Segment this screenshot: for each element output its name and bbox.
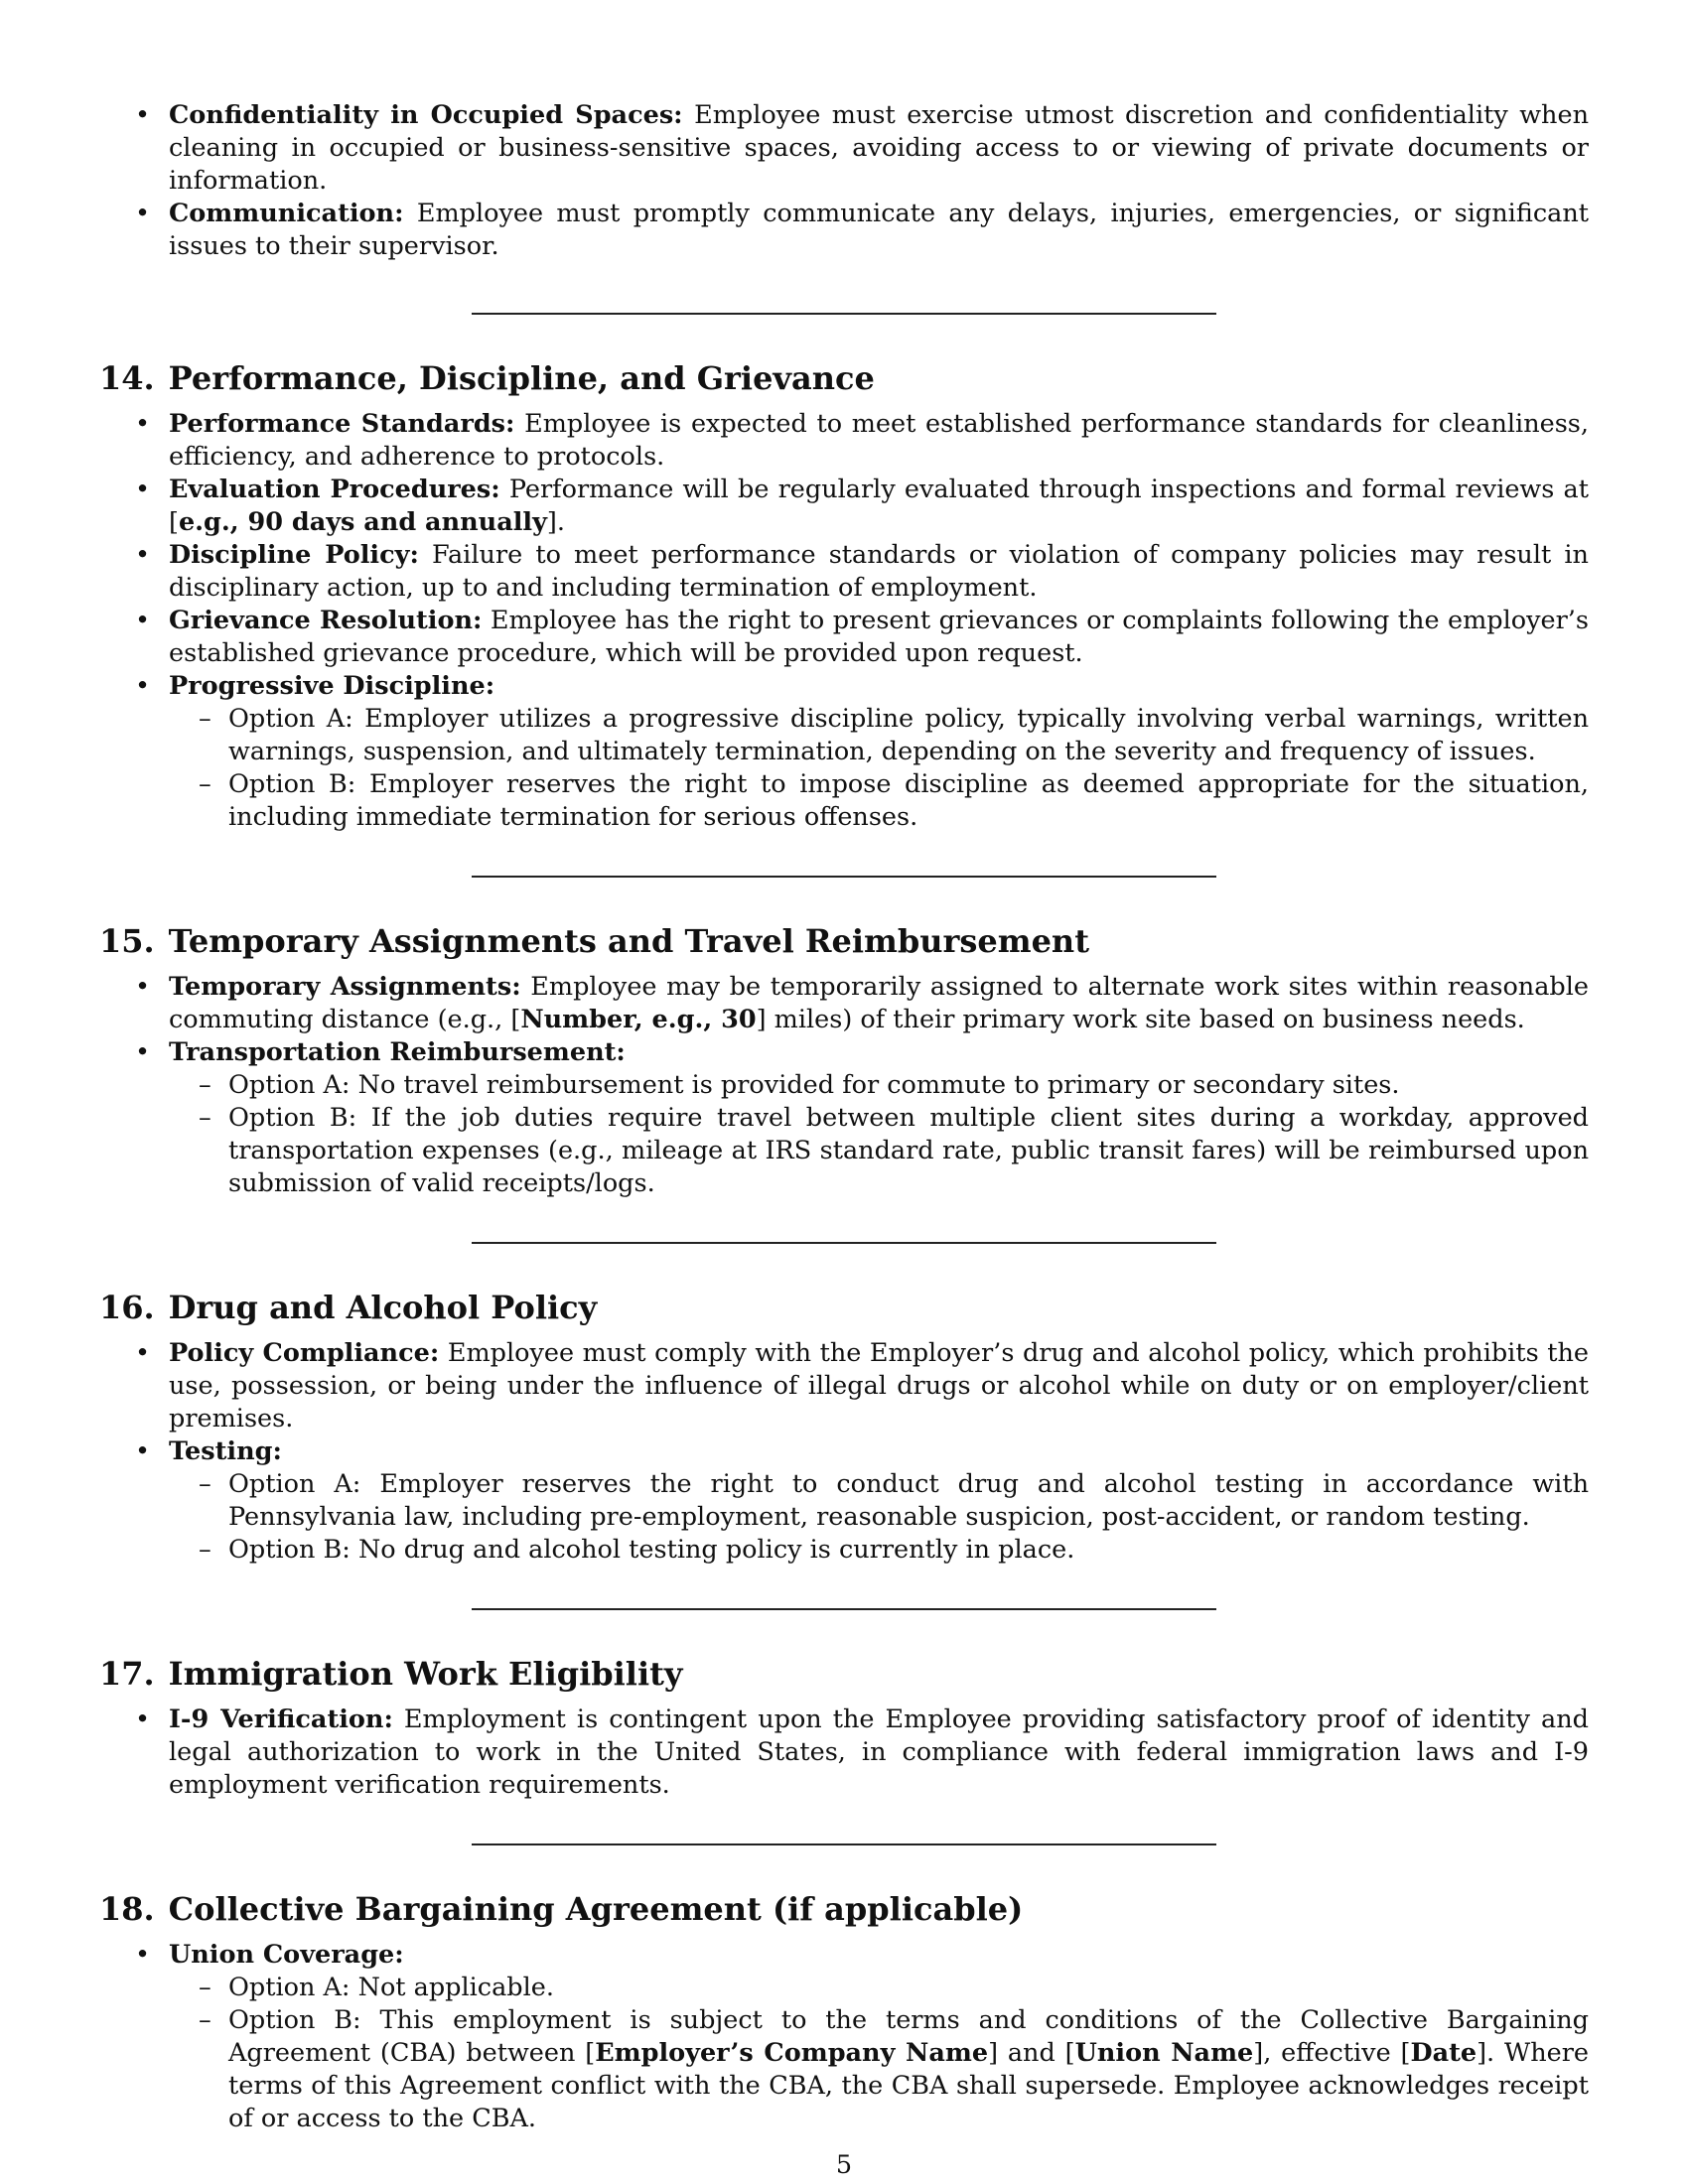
option-item: – Option B: No drug and alcohol testing policy is currently in place. [169, 1534, 1589, 1567]
option-item: – Option A: Employer reserves the right to conduct drug and alcohol testing in accordance with Pennsylvania law, including pre-employment, reasonable suspicion, post-accident, or random testing. [169, 1468, 1589, 1534]
section-heading-16: 16. Drug and Alcohol Policy [99, 1289, 598, 1326]
section-17-list [99, 1704, 1589, 1802]
page-number: 5 [835, 2150, 853, 2180]
list-item: • Progressive Discipline: – Option A: Employer utilizes a progressive discipline policy, typically involving verbal warnings, written warnings, suspension, and ultimately termination, depending on the severity and frequency of issues. – Option B: Employer reserves the right to impose discipline as deemed appropriate for the situation, including immediate termination for serious offenses. [99, 670, 1589, 834]
option-item: – Option A: Not applicable. [169, 1972, 1589, 2004]
option-item: – Option A: Employer utilizes a progressive discipline policy, typically involving verbal warnings, written warnings, suspension, and ultimately termination, depending on the severity and frequency of issues. [169, 703, 1589, 768]
item-label: Communication: [169, 199, 404, 228]
list-item: • Union Coverage: – Option A: Not applicable. – Option B: This employment is subject to the terms and conditions of the Collective Bargaining Agreement (CBA) between [Employer’s Company Name] and [Union Name], effective [Date]. Where terms of this Agreement conflict with the CBA, the CBA shall supersede. Employee acknowledges receipt of or access to the CBA. [99, 1939, 1589, 2135]
section-divider [472, 876, 1216, 878]
section-heading-14: 14. Performance, Discipline, and Grievance [99, 359, 875, 397]
document-page [99, 99, 1589, 2135]
option-item: – Option B: Employer reserves the right to impose discipline as deemed appropriate for the situation, including immediate termination for serious offenses. [169, 768, 1589, 834]
intro-list [99, 99, 1589, 263]
section-18-list [99, 1939, 1589, 2135]
item-text: Employee must exercise utmost discretion and confidentiality when cleaning in occupied or business-sensitive spaces, avoiding access to or viewing of private documents or information. [169, 100, 1589, 196]
section-14-list [99, 408, 1589, 834]
list-item: • Transportation Reimbursement: – Option A: No travel reimbursement is provided for commute to primary or secondary sites. – Option B: If the job duties require travel between multiple client sites during a workday, approved transportation expenses (e.g., mileage at IRS standard rate, public transit fares) will be reimbursed upon submission of valid receipts/logs. [99, 1036, 1589, 1200]
option-list [169, 1972, 1589, 2135]
option-item: – Option B: This employment is subject to the terms and conditions of the Collective Bargaining Agreement (CBA) between [Employer’s Company Name] and [Union Name], effective [Date]. Where terms of this Agreement conflict with the CBA, the CBA shall supersede. Employee acknowledges receipt of or access to the CBA. [169, 2004, 1589, 2135]
list-item: • Temporary Assignments: Employee may be temporarily assigned to alternate work sites within reasonable commuting distance (e.g., [Number, e.g., 30] miles) of their primary work site based on business needs. [99, 971, 1589, 1036]
list-item: • Testing: – Option A: Employer reserves the right to conduct drug and alcohol testing in accordance with Pennsylvania law, including pre-employment, reasonable suspicion, post-accident, or random testing. – Option B: No drug and alcohol testing policy is currently in place. [99, 1435, 1589, 1567]
section-divider [472, 1242, 1216, 1244]
list-item: • Performance Standards: Employee is expected to meet established performance standards for cleanliness, efficiency, and adherence to protocols. [99, 408, 1589, 474]
section-15-list [99, 971, 1589, 1200]
list-item: • Policy Compliance: Employee must comply with the Employer’s drug and alcohol policy, which prohibits the use, possession, or being under the influence of illegal drugs or alcohol while on duty or on employer/client premises. [99, 1337, 1589, 1435]
section-divider [472, 313, 1216, 315]
list-item: • I-9 Verification: Employment is contingent upon the Employee providing satisfactory proof of identity and legal authorization to work in the United States, in compliance with federal immigration laws and I-9 employment verification requirements. [99, 1704, 1589, 1802]
list-item: • Evaluation Procedures: Performance will be regularly evaluated through inspections and formal reviews at [e.g., 90 days and annually]. [99, 474, 1589, 539]
section-heading-17: 17. Immigration Work Eligibility [99, 1655, 683, 1693]
option-item: – Option A: No travel reimbursement is provided for commute to primary or secondary sites. [169, 1069, 1589, 1102]
section-divider [472, 1843, 1216, 1845]
item-text: Employee must promptly communicate any delays, injuries, emergencies, or significant issues to their supervisor. [169, 199, 1589, 261]
list-item [99, 99, 1589, 198]
section-divider [472, 1608, 1216, 1610]
section-heading-18: 18. Collective Bargaining Agreement (if applicable) [99, 1890, 1024, 1928]
option-list [169, 1069, 1589, 1200]
option-list [169, 1468, 1589, 1567]
list-item: • Grievance Resolution: Employee has the right to present grievances or complaints following the employer’s established grievance procedure, which will be provided upon request. [99, 605, 1589, 670]
item-label: Confidentiality in Occupied Spaces: [169, 100, 683, 130]
section-heading-15: 15. Temporary Assignments and Travel Reimbursement [99, 922, 1089, 960]
list-item [99, 198, 1589, 263]
option-list [169, 703, 1589, 834]
section-16-list [99, 1337, 1589, 1567]
list-item: • Discipline Policy: Failure to meet performance standards or violation of company policies may result in disciplinary action, up to and including termination of employment. [99, 539, 1589, 605]
option-item: – Option B: If the job duties require travel between multiple client sites during a workday, approved transportation expenses (e.g., mileage at IRS standard rate, public transit fares) will be reimbursed upon submission of valid receipts/logs. [169, 1102, 1589, 1200]
